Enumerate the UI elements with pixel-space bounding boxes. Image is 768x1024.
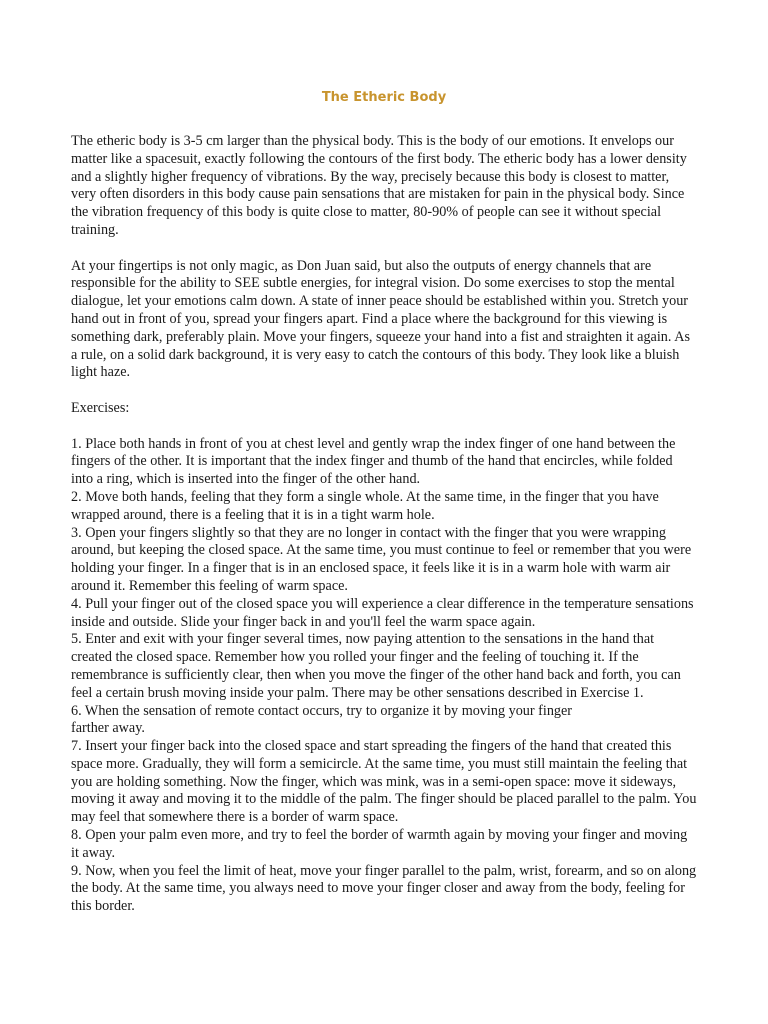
paragraph-fingertips: At your fingertips is not only magic, as Don Juan said, but also the outputs of energy channels that are responsible for the ability to SEE subtle energies, for integral vision. Do some exercises to stop the mental dialogue, let your emotions calm down. A state of inner peace should be established within you. Stretch your hand out in front of you, spread your fingers apart. Find a place where the background for this viewing is something dark, preferably plain. Move your fingers, squeeze your hand into a fist and straighten it again. As a rule, on a solid dark background, it is very easy to catch the contours of this body. They look like a bluish light haze. xyxy=(71,257,690,381)
exercise-item: 2. Move both hands, feeling that they form a single whole. At the same time, in the finger that you have wrapped around, there is a feeling that it is in a tight warm hole. xyxy=(71,488,659,523)
exercises-heading: Exercises: xyxy=(71,399,130,416)
paragraph-intro: The etheric body is 3-5 cm larger than the physical body. This is the body of our emotions. It envelops our matter like a spacesuit, exactly following the contours of the first body. The etheric body has a lower density and a slightly higher frequency of vibrations. By the way, precisely because this body is closest to matter, very often disorders in this body cause pain sensations that are mistaken for pain in the physical body. Since the vibration frequency of this body is quite close to matter, 80-90% of people can see it without special training. xyxy=(71,133,687,238)
exercise-item: 1. Place both hands in front of you at chest level and gently wrap the index finger of one hand between the fingers of the other. It is important that the index finger and thumb of the hand that encircles, while folded into a ring, which is inserted into the finger of the other hand. xyxy=(71,435,676,488)
exercise-item: 6. When the sensation of remote contact occurs, try to organize it by moving your finger farther away. xyxy=(71,702,573,737)
exercise-item: 8. Open your palm even more, and try to feel the border of warmth again by moving your finger and moving it away. xyxy=(71,827,688,861)
exercise-item: 7. Insert your finger back into the closed space and start spreading the fingers of the hand that created this space more. Gradually, they will form a semicircle. At the same time, you must still maintain the feeling that you are holding something. Now the finger, which was mink, was in a semi-open space: move it sideways, moving it away and moving it to the middle of the palm. The finger should be placed parallel to the palm. You may feel that somewhere there is a border of warm space. xyxy=(71,738,697,826)
exercise-item: 4. Pull your finger out of the closed space you will experience a clear difference in the temperature sensations inside and outside. Slide your finger back in and you'll feel the warm space again. xyxy=(71,595,694,630)
exercise-item: 3. Open your fingers slightly so that they are no longer in contact with the finger that you were wrapping around, but keeping the closed space. At the same time, you must continue to feel or remember that you were holding your finger. In a finger that is in an enclosed space, it feels like it is in a warm hole with warm air around it. Remember this feeling of warm space. xyxy=(71,524,692,594)
exercise-item: 5. Enter and exit with your finger several times, now paying attention to the sensations in the hand that created the closed space. Remember how you rolled your finger and the feeling of touching it. If the remembrance is sufficiently clear, then when you move the finger of the other hand back and forth, you can feel a certain brush moving inside your palm. There may be other sensations described in Exercise 1. xyxy=(71,631,681,701)
exercise-item: 9. Now, when you feel the limit of heat, move your finger parallel to the palm, wrist, forearm, and so on along the body. At the same time, you always need to move your finger closer and away from the body, feeling for this border. xyxy=(71,862,697,915)
document-body xyxy=(71,133,697,916)
document-title: The Etheric Body xyxy=(321,90,447,105)
exercise-list xyxy=(71,436,697,917)
